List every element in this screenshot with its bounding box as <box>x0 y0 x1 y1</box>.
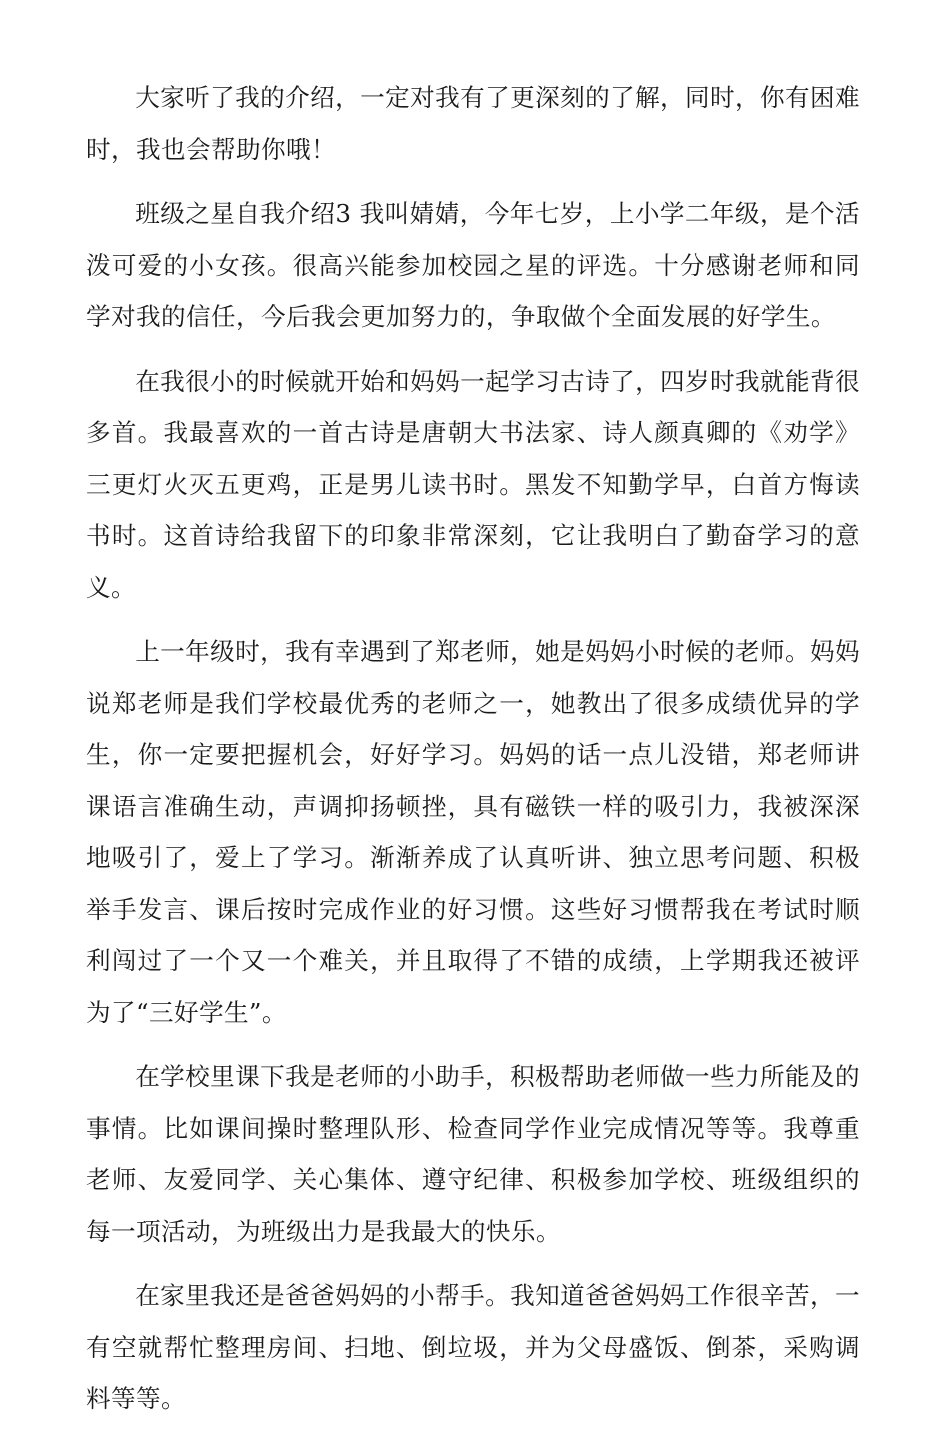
document-page <box>86 72 860 1438</box>
paragraph-6: 在家里我还是爸爸妈妈的小帮手。我知道爸爸妈妈工作很辛苦，一有空就帮忙整理房间、扫地、倒垃圾，并为父母盛饭、倒茶，采购调料等等。 <box>86 1281 861 1413</box>
paragraph-3: 在我很小的时候就开始和妈妈一起学习古诗了，四岁时我就能背很多首。我最喜欢的一首古诗是唐朝大书法家、诗人颜真卿的《劝学》三更灯火灭五更鸡，正是男儿读书时。黑发不知勤学早，白首方悔读书时。这首诗给我留下的印象非常深刻，它让我明白了勤奋学习的意义。 <box>86 366 861 602</box>
paragraph-1: 大家听了我的介绍，一定对我有了更深刻的了解，同时，你有困难时，我也会帮助你哦！ <box>86 83 861 164</box>
paragraph-4: 上一年级时，我有幸遇到了郑老师，她是妈妈小时候的老师。妈妈说郑老师是我们学校最优秀的老师之一，她教出了很多成绩优异的学生，你一定要把握机会，好好学习。妈妈的话一点儿没错，郑老师讲课语言准确生动，声调抑扬顿挫，具有磁铁一样的吸引力，我被深深地吸引了，爱上了学习。渐渐养成了认真听讲、独立思考问题、积极举手发言、课后按时完成作业的好习惯。这些好习惯帮我在考试时顺利闯过了一个又一个难关，并且取得了不错的成绩，上学期我还被评为了“三好学生”。 <box>86 637 861 1027</box>
paragraph-2: 班级之星自我介绍3 我叫婧婧，今年七岁，上小学二年级，是个活泼可爱的小女孩。很高兴能参加校园之星的评选。十分感谢老师和同学对我的信任，今后我会更加努力的，争取做个全面发展的好学生。 <box>86 199 860 331</box>
paragraph-5: 在学校里课下我是老师的小助手，积极帮助老师做一些力所能及的事情。比如课间操时整理队形、检查同学作业完成情况等等。我尊重老师、友爱同学、关心集体、遵守纪律、积极参加学校、班级组织的每一项活动，为班级出力是我最大的快乐。 <box>86 1062 861 1246</box>
